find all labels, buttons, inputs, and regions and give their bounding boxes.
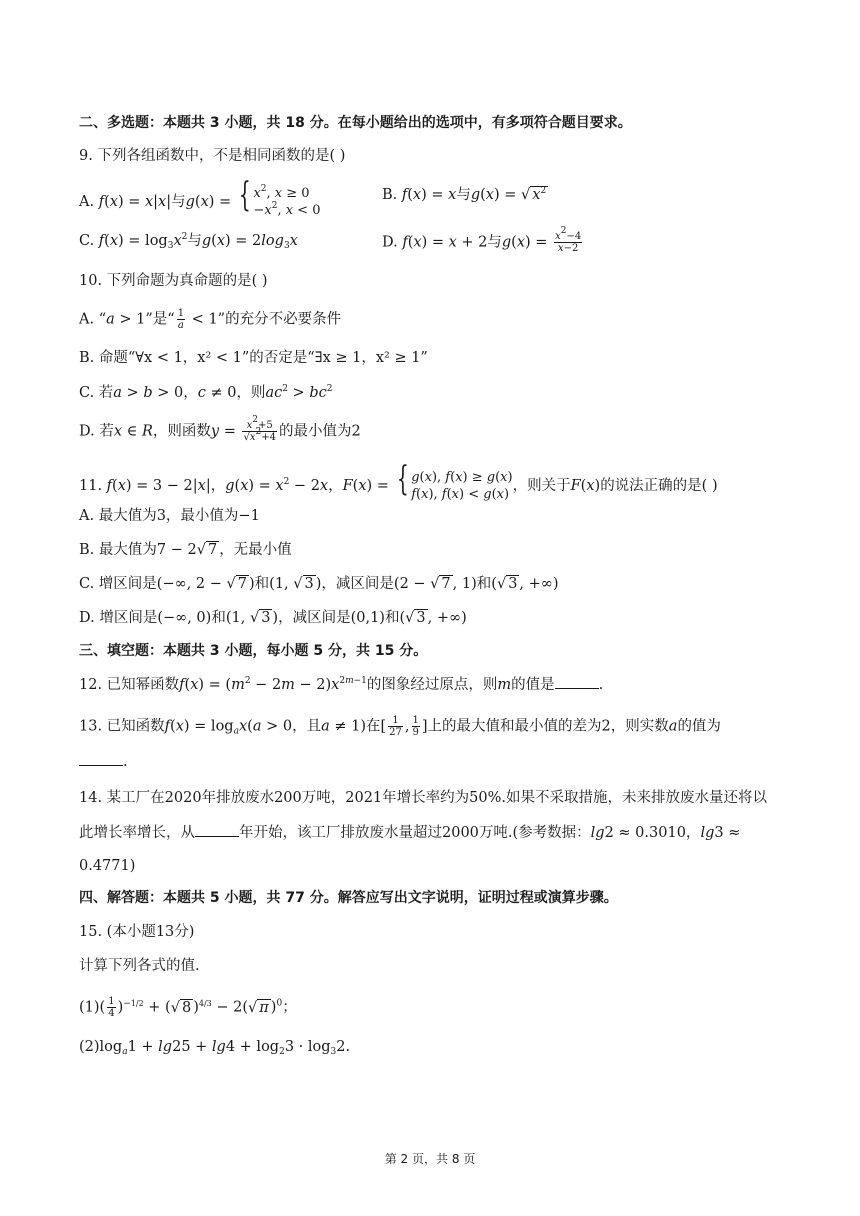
q14-line-3: 0.4771) bbox=[79, 858, 136, 874]
q11-stem: 11. f(x) = 3 − 2|x|，$g(x) = x^2 - 2x$，F(x) = { g(x), f(x) ≥ g(x) f(x), f(x) < g(x) ，则关于F(x)的说法正确的是( ) bbox=[79, 459, 718, 502]
q10-option-c: C. 若a > b > 0，c ≠ 0，则$ac^2 > bc^2$ bbox=[79, 384, 333, 401]
q10-option-d: D. 若x ∈ R，则函数y = $\frac{x^2+5}{√x^2+4}$ 的最小值为2 bbox=[79, 415, 361, 443]
q12-answer-blank[interactable] bbox=[555, 675, 599, 689]
q9-option-c: C. $f(x) = \log_3x^2$与$g(x) = 2\log_3x$ bbox=[79, 232, 298, 251]
q9-stem: 9. 下列各组函数中，不是相同函数的是( ) bbox=[79, 148, 346, 164]
page-footer: 第 2 页，共 8 页 bbox=[384, 1152, 476, 1166]
q11-option-a: A. 最大值为3，最小值为−1 bbox=[79, 508, 260, 524]
q15-title: 15. (本小题13分) bbox=[79, 924, 195, 940]
q9-option-d: D. f(x) = x + 2与g(x) = $\frac{x^2-4}{x-2}$ bbox=[382, 226, 582, 254]
q15-part-2: $(2)\log_a1 + \lg 25 + \lg 4 + \log_23 \cdot \log_32$. bbox=[79, 1039, 351, 1057]
q14-line-2: 此增长率增长，从 年开始，该工厂排放废水量超过2000万吨.(参考数据：lg2 ≈ 0.3010，lg3 ≈ bbox=[79, 825, 741, 841]
q12-text: 12. 已知幂函数$f(x) = (m^2 - 2m - 2)x^{2m-1}$的图象经过原点，则m的值是 . bbox=[79, 676, 604, 693]
q10-stem: 10. 下列命题为真命题的是( ) bbox=[79, 273, 268, 289]
section-2-heading: 二、多选题：本题共 3 小题，共 18 分。在每小题给出的选项中，有多项符合题目要求。 bbox=[79, 115, 632, 131]
q14-answer-blank[interactable] bbox=[195, 823, 239, 837]
q13-text: 13. 已知函数$f(x) = \log_ax(a > 0$，且a ≠ 1)在[ $\frac{1}{27}$ , $\frac{1}{9}$ ]上的最大值和最小值的差为2，则实数a的值为 bbox=[79, 715, 721, 738]
section-4-heading: 四、解答题：本题共 5 小题，共 77 分。解答应写出文字说明，证明过程或演算步骤。 bbox=[79, 890, 618, 906]
q11-option-b: B. 最大值为7 − 2√ 7 ，无最小值 bbox=[79, 542, 292, 558]
q15-part-1: (1)( $\frac{1}{4}$ )$^{-1/2}$ + (√ 8 )$^{4/3}$ − 2(√ π )$^0$； bbox=[79, 996, 297, 1019]
q11-option-c: C. 增区间是(−∞, 2 − √ 7 )和(1, √ 3 )，减区间是(2 − √ 7 , 1)和(√ 3 , +∞) bbox=[79, 576, 559, 592]
q15-intro: 计算下列各式的值. bbox=[79, 958, 200, 974]
q10-option-a: A. “a > 1”是“ $\frac{1}{a}$ < 1”的充分不必要条件 bbox=[79, 308, 342, 331]
q13-answer-line: . bbox=[79, 752, 128, 772]
section-3-heading: 三、填空题：本题共 3 小题，每小题 5 分，共 15 分。 bbox=[79, 643, 428, 659]
q11-option-d: D. 增区间是(−∞, 0)和(1, √ 3 )，减区间是(0,1)和(√ 3 , +∞) bbox=[79, 610, 467, 626]
q13-answer-blank[interactable] bbox=[79, 752, 123, 766]
q9-option-a: A. f(x) = x|x|与g(x) = { $x^2$, x ≥ 0 $-x^2$, x < 0 bbox=[79, 175, 321, 218]
q9-option-b: B. f(x) = x与g(x) = √ $x^2$ bbox=[382, 186, 547, 203]
q10-option-b: B. 命题“∀x < 1，x² < 1”的否定是“∃x ≥ 1，x² ≥ 1” bbox=[79, 350, 428, 366]
q14-line-1: 14. 某工厂在2020年排放废水200万吨，2021年增长率约为50%.如果不采取措施，未来排放废水量还将以 bbox=[79, 790, 767, 806]
